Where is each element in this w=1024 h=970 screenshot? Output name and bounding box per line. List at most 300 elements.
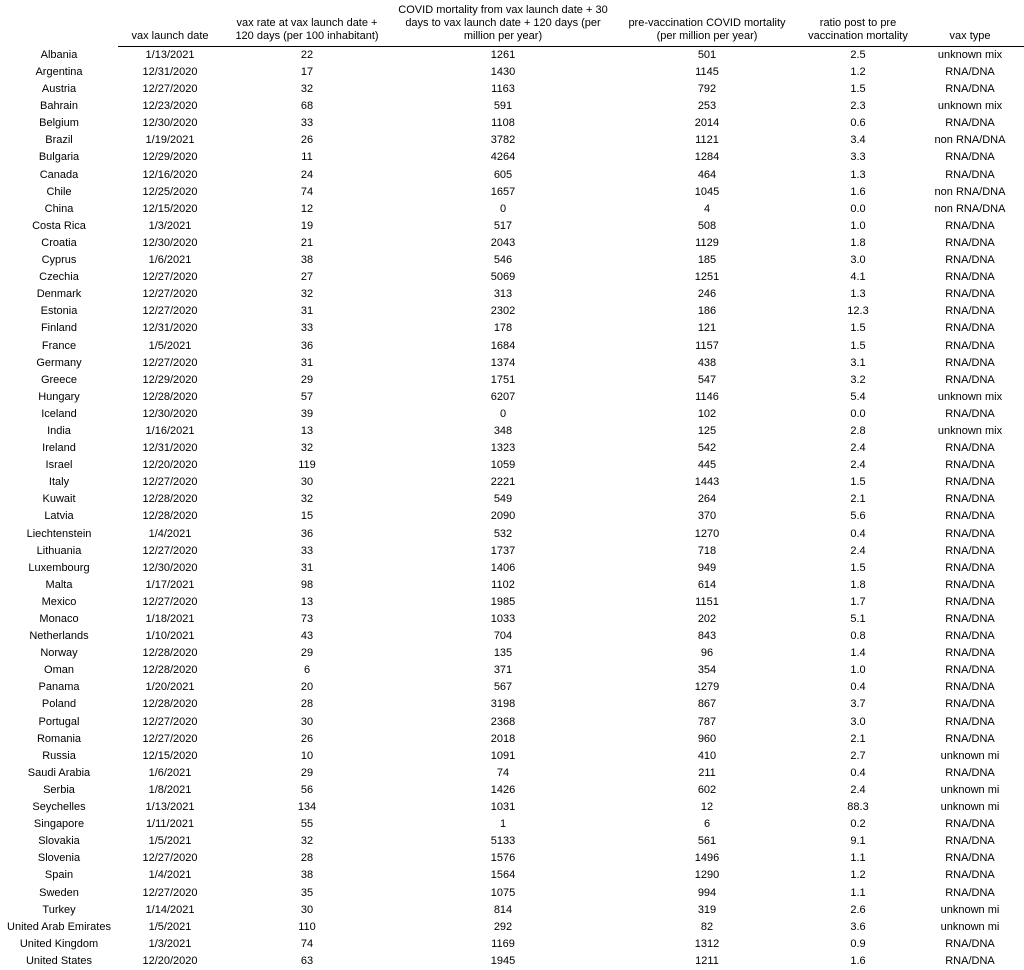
table-row — [0, 577, 1024, 594]
cell-country: Israel — [45, 459, 73, 472]
cell-country: Mexico — [41, 595, 77, 608]
cell-ratio: 2.4 — [850, 544, 866, 557]
cell-vax_rate: 26 — [300, 732, 314, 745]
cell-vax_launch_date: 12/27/2020 — [142, 271, 198, 284]
cell-vax_launch_date: 12/27/2020 — [142, 852, 198, 865]
cell-ratio: 2.4 — [850, 783, 866, 796]
cell-country: Singapore — [33, 818, 85, 831]
table-row — [0, 474, 1024, 491]
cell-covid_mortality_post: 1374 — [490, 356, 516, 369]
cell-pre_vax_mortality: 1251 — [694, 271, 720, 284]
cell-vax_type: unknown mi — [940, 801, 1000, 814]
cell-ratio: 3.4 — [850, 134, 866, 147]
cell-country: China — [44, 202, 74, 215]
cell-vax_type: RNA/DNA — [945, 373, 995, 386]
cell-ratio: 0.0 — [850, 202, 866, 215]
cell-covid_mortality_post: 5133 — [490, 835, 516, 848]
cell-vax_launch_date: 12/28/2020 — [142, 493, 198, 506]
cell-pre_vax_mortality: 264 — [697, 493, 717, 506]
cell-ratio: 3.0 — [850, 254, 866, 267]
cell-covid_mortality_post: 1426 — [490, 783, 516, 796]
cell-vax_rate: 98 — [300, 578, 314, 591]
cell-vax_launch_date: 1/5/2021 — [148, 339, 192, 352]
cell-country: France — [41, 339, 77, 352]
cell-country: Romania — [36, 732, 82, 745]
table-row — [0, 98, 1024, 115]
cell-pre_vax_mortality: 253 — [697, 100, 717, 113]
cell-country: India — [47, 424, 71, 437]
cell-pre_vax_mortality: 121 — [697, 322, 717, 335]
cell-ratio: 0.4 — [850, 766, 866, 779]
cell-vax_rate: 56 — [300, 783, 314, 796]
cell-vax_rate: 22 — [300, 48, 314, 61]
cell-vax_rate: 20 — [300, 681, 314, 694]
cell-vax_launch_date: 12/28/2020 — [142, 510, 198, 523]
table-row — [0, 46, 1024, 64]
table-row — [0, 132, 1024, 149]
cell-country: Albania — [40, 48, 78, 61]
cell-covid_mortality_post: 4264 — [490, 151, 516, 164]
cell-ratio: 1.5 — [850, 561, 866, 574]
cell-vax_launch_date: 12/29/2020 — [142, 373, 198, 386]
cell-vax_type: RNA/DNA — [945, 442, 995, 455]
cell-pre_vax_mortality: 6 — [703, 818, 711, 831]
cell-covid_mortality_post: 517 — [493, 219, 513, 232]
cell-covid_mortality_post: 1091 — [490, 749, 516, 762]
cell-vax_launch_date: 12/25/2020 — [142, 185, 198, 198]
cell-covid_mortality_post: 814 — [493, 903, 513, 916]
cell-vax_rate: 31 — [300, 561, 314, 574]
cell-ratio: 0.4 — [850, 527, 866, 540]
cell-vax_launch_date: 12/27/2020 — [142, 305, 198, 318]
cell-country: Czechia — [39, 271, 79, 284]
cell-vax_rate: 32 — [300, 835, 314, 848]
table-row — [0, 303, 1024, 320]
cell-vax_rate: 36 — [300, 339, 314, 352]
cell-country: Norway — [40, 647, 78, 660]
cell-covid_mortality_post: 348 — [493, 424, 513, 437]
table-row — [0, 867, 1024, 884]
cell-country: Oman — [44, 664, 74, 677]
cell-pre_vax_mortality: 1443 — [694, 476, 720, 489]
cell-pre_vax_mortality: 370 — [697, 510, 717, 523]
cell-country: Iceland — [41, 407, 77, 420]
cell-ratio: 12.3 — [847, 305, 869, 318]
cell-pre_vax_mortality: 410 — [697, 749, 717, 762]
cell-covid_mortality_post: 2018 — [490, 732, 516, 745]
cell-vax_type: RNA/DNA — [945, 613, 995, 625]
table-row — [0, 389, 1024, 406]
cell-vax_launch_date: 12/27/2020 — [142, 544, 198, 557]
cell-pre_vax_mortality: 994 — [697, 886, 717, 899]
cell-vax_rate: 12 — [300, 202, 314, 215]
cell-vax_rate: 74 — [300, 185, 314, 198]
cell-vax_type: unknown mi — [940, 783, 1000, 796]
cell-ratio: 4.1 — [850, 271, 866, 284]
table-row — [0, 338, 1024, 355]
cell-vax_launch_date: 1/20/2021 — [145, 681, 195, 694]
cell-vax_launch_date: 1/8/2021 — [148, 783, 192, 796]
cell-vax_launch_date: 12/28/2020 — [142, 698, 198, 711]
table-row — [0, 560, 1024, 577]
cell-vax_rate: 30 — [300, 903, 314, 916]
cell-ratio: 3.3 — [850, 151, 866, 164]
cell-vax_rate: 19 — [300, 219, 314, 232]
cell-vax_rate: 39 — [300, 407, 314, 420]
table-row — [0, 218, 1024, 235]
cell-vax_type: RNA/DNA — [945, 254, 995, 267]
cell-pre_vax_mortality: 561 — [697, 835, 717, 848]
cell-covid_mortality_post: 1261 — [490, 48, 516, 61]
cell-covid_mortality_post: 2302 — [490, 305, 516, 318]
cell-covid_mortality_post: 1657 — [490, 185, 516, 198]
cell-vax_launch_date: 1/14/2021 — [145, 903, 195, 916]
cell-vax_rate: 119 — [298, 459, 316, 472]
cell-pre_vax_mortality: 211 — [698, 766, 716, 779]
cell-country: Seychelles — [32, 801, 86, 814]
cell-vax_rate: 29 — [300, 766, 314, 779]
cell-vax_launch_date: 1/3/2021 — [148, 937, 192, 950]
table-row — [0, 508, 1024, 525]
table-row — [0, 457, 1024, 474]
cell-vax_launch_date: 1/6/2021 — [148, 254, 192, 267]
cell-ratio: 3.0 — [850, 715, 866, 728]
cell-ratio: 1.0 — [850, 664, 866, 677]
cell-vax_launch_date: 12/27/2020 — [142, 715, 198, 728]
cell-pre_vax_mortality: 602 — [697, 783, 717, 796]
cell-pre_vax_mortality: 82 — [700, 920, 714, 933]
cell-covid_mortality_post: 1169 — [491, 937, 515, 950]
cell-ratio: 1.1 — [850, 852, 866, 865]
cell-vax_rate: 27 — [300, 271, 314, 284]
cell-ratio: 3.7 — [850, 698, 866, 711]
cell-pre_vax_mortality: 354 — [697, 664, 717, 677]
cell-ratio: 1.8 — [850, 578, 866, 591]
cell-vax_launch_date: 1/19/2021 — [145, 134, 195, 147]
cell-covid_mortality_post: 5069 — [490, 271, 516, 284]
cell-vax_rate: 30 — [300, 715, 314, 728]
table-body — [0, 46, 1024, 970]
cell-vax_rate: 6 — [303, 664, 311, 677]
cell-vax_type: RNA/DNA — [945, 852, 995, 865]
table-row — [0, 269, 1024, 286]
cell-ratio: 2.4 — [850, 459, 866, 472]
cell-country: Turkey — [42, 903, 76, 916]
cell-covid_mortality_post: 135 — [493, 647, 513, 660]
cell-covid_mortality_post: 0 — [499, 407, 507, 420]
cell-ratio: 9.1 — [850, 835, 866, 848]
cell-vax_rate: 32 — [300, 442, 314, 455]
cell-vax_launch_date: 12/27/2020 — [142, 83, 198, 96]
cell-vax_type: RNA/DNA — [945, 954, 995, 967]
cell-ratio: 2.6 — [850, 903, 866, 916]
cell-vax_launch_date: 12/30/2020 — [142, 561, 198, 574]
cell-vax_type: RNA/DNA — [945, 271, 995, 284]
cell-ratio: 3.1 — [850, 356, 866, 369]
column-header-vax-type: vax type — [916, 4, 1024, 46]
cell-vax_type: RNA/DNA — [945, 595, 995, 608]
cell-pre_vax_mortality: 1151 — [695, 595, 719, 608]
table-row — [0, 731, 1024, 748]
cell-vax_rate: 31 — [300, 356, 314, 369]
cell-ratio: 1.4 — [850, 647, 866, 660]
cell-vax_type: RNA/DNA — [945, 407, 995, 420]
table-row — [0, 816, 1024, 833]
cell-vax_rate: 17 — [300, 66, 314, 78]
cell-vax_type: RNA/DNA — [945, 356, 995, 369]
cell-vax_rate: 32 — [300, 288, 314, 301]
cell-covid_mortality_post: 532 — [493, 527, 513, 540]
cell-vax_launch_date: 1/13/2021 — [145, 48, 195, 61]
cell-vax_type: unknown mix — [937, 390, 1003, 403]
cell-country: Serbia — [43, 783, 75, 796]
cell-pre_vax_mortality: 1270 — [694, 527, 720, 540]
table-row — [0, 611, 1024, 628]
cell-country: Netherlands — [29, 630, 89, 643]
cell-vax_type: RNA/DNA — [945, 527, 995, 540]
cell-vax_type: RNA/DNA — [945, 715, 995, 728]
cell-vax_type: RNA/DNA — [945, 869, 995, 882]
cell-ratio: 1.8 — [850, 236, 866, 249]
cell-pre_vax_mortality: 1129 — [695, 236, 719, 249]
cell-ratio: 0.9 — [850, 937, 866, 950]
cell-ratio: 2.1 — [850, 493, 866, 506]
cell-covid_mortality_post: 1 — [499, 818, 507, 831]
cell-covid_mortality_post: 549 — [493, 493, 513, 506]
cell-vax_type: RNA/DNA — [945, 561, 995, 574]
cell-vax_launch_date: 12/20/2020 — [142, 459, 198, 472]
cell-country: Austria — [41, 83, 77, 96]
cell-vax_type: RNA/DNA — [945, 681, 995, 694]
cell-pre_vax_mortality: 2014 — [694, 117, 720, 130]
table-row — [0, 919, 1024, 936]
cell-vax_launch_date: 12/23/2020 — [142, 100, 198, 113]
table-row — [0, 782, 1024, 799]
covid-vaccination-mortality-table — [0, 4, 1024, 970]
cell-pre_vax_mortality: 464 — [697, 168, 717, 181]
cell-country: Argentina — [35, 66, 83, 78]
cell-ratio: 0.6 — [850, 117, 866, 130]
table-row — [0, 628, 1024, 645]
cell-covid_mortality_post: 1031 — [490, 801, 516, 814]
cell-country: Poland — [41, 698, 77, 711]
cell-vax_type: RNA/DNA — [945, 510, 995, 523]
cell-country: Italy — [48, 476, 70, 489]
cell-vax_rate: 29 — [300, 373, 314, 386]
cell-country: Luxembourg — [28, 561, 90, 574]
cell-vax_rate: 63 — [300, 954, 314, 967]
cell-pre_vax_mortality: 1121 — [695, 134, 719, 147]
column-header-country — [0, 4, 118, 46]
cell-vax_rate: 43 — [300, 630, 314, 643]
cell-pre_vax_mortality: 12 — [700, 801, 714, 814]
cell-pre_vax_mortality: 319 — [697, 903, 717, 916]
cell-vax_type: RNA/DNA — [945, 937, 995, 950]
table-row — [0, 799, 1024, 816]
cell-covid_mortality_post: 0 — [499, 202, 507, 215]
cell-pre_vax_mortality: 501 — [697, 48, 717, 61]
cell-pre_vax_mortality: 508 — [697, 219, 717, 232]
table-row — [0, 64, 1024, 81]
cell-country: Finland — [40, 322, 78, 335]
table-row — [0, 765, 1024, 782]
table-row — [0, 748, 1024, 765]
cell-pre_vax_mortality: 125 — [697, 424, 717, 437]
cell-vax_type: non RNA/DNA — [934, 202, 1006, 215]
cell-covid_mortality_post: 1564 — [490, 869, 516, 882]
cell-vax_launch_date: 12/31/2020 — [142, 442, 198, 455]
column-header-vax-launch-date: vax launch date — [118, 4, 222, 46]
cell-vax_rate: 10 — [300, 749, 314, 762]
cell-country: Portugal — [38, 715, 80, 728]
cell-vax_rate: 24 — [300, 168, 314, 181]
cell-vax_rate: 73 — [300, 613, 314, 625]
table-row — [0, 235, 1024, 252]
cell-covid_mortality_post: 1075 — [490, 886, 516, 899]
cell-vax_launch_date: 12/27/2020 — [142, 595, 198, 608]
cell-country: Slovenia — [37, 852, 81, 865]
table-row — [0, 355, 1024, 372]
cell-vax_type: RNA/DNA — [945, 578, 995, 591]
cell-vax_launch_date: 12/28/2020 — [142, 390, 198, 403]
cell-vax_rate: 110 — [298, 920, 316, 933]
cell-vax_rate: 28 — [300, 698, 314, 711]
cell-vax_launch_date: 12/27/2020 — [142, 356, 198, 369]
cell-vax_rate: 26 — [300, 134, 314, 147]
cell-covid_mortality_post: 1430 — [490, 66, 516, 78]
cell-country: Monaco — [39, 613, 79, 625]
table-row — [0, 286, 1024, 303]
cell-country: United Kingdom — [19, 937, 99, 950]
cell-vax_rate: 13 — [300, 424, 314, 437]
cell-country: Estonia — [40, 305, 78, 318]
table-row — [0, 662, 1024, 679]
cell-ratio: 1.6 — [850, 954, 866, 967]
table-row — [0, 594, 1024, 611]
cell-country: Greece — [40, 373, 78, 386]
cell-vax_type: unknown mix — [937, 424, 1003, 437]
cell-vax_launch_date: 12/28/2020 — [142, 664, 198, 677]
cell-country: Spain — [44, 869, 74, 882]
cell-pre_vax_mortality: 1284 — [694, 151, 720, 164]
cell-country: Panama — [38, 681, 80, 694]
cell-pre_vax_mortality: 102 — [697, 407, 717, 420]
cell-vax_rate: 74 — [300, 937, 314, 950]
cell-covid_mortality_post: 3782 — [490, 134, 516, 147]
cell-covid_mortality_post: 371 — [493, 664, 513, 677]
table-row — [0, 149, 1024, 166]
cell-vax_type: RNA/DNA — [945, 66, 995, 78]
column-header-pre-vax-mortality: pre-vaccination COVID mortality (per million per year) — [614, 4, 800, 46]
cell-country: Kuwait — [42, 493, 76, 506]
cell-vax_rate: 68 — [300, 100, 314, 113]
cell-country: Liechtenstein — [26, 527, 92, 540]
table-row — [0, 953, 1024, 970]
table-row — [0, 440, 1024, 457]
cell-ratio: 2.4 — [850, 442, 866, 455]
table-row — [0, 696, 1024, 713]
cell-covid_mortality_post: 1751 — [490, 373, 516, 386]
table-row — [0, 645, 1024, 662]
cell-ratio: 1.1 — [850, 886, 866, 899]
cell-vax_type: RNA/DNA — [945, 83, 995, 96]
cell-vax_rate: 55 — [300, 818, 314, 831]
cell-country: Slovakia — [38, 835, 80, 848]
table-row — [0, 252, 1024, 269]
cell-pre_vax_mortality: 542 — [697, 442, 717, 455]
cell-country: Hungary — [38, 390, 80, 403]
cell-vax_type: unknown mix — [937, 100, 1003, 113]
column-header-vax-rate: vax rate at vax launch date + 120 days (per 100 inhabitant) — [222, 4, 392, 46]
cell-vax_type: RNA/DNA — [945, 339, 995, 352]
cell-country: Brazil — [45, 134, 73, 147]
table-row — [0, 526, 1024, 543]
column-header-covid-mortality-post: COVID mortality from vax launch date + 30 days to vax launch date + 120 days (per million per year) — [392, 4, 614, 46]
cell-pre_vax_mortality: 246 — [697, 288, 717, 301]
cell-covid_mortality_post: 1102 — [491, 578, 515, 591]
cell-covid_mortality_post: 1033 — [490, 613, 516, 625]
cell-pre_vax_mortality: 1045 — [694, 185, 720, 198]
cell-ratio: 1.5 — [850, 322, 866, 335]
cell-pre_vax_mortality: 1146 — [695, 390, 719, 403]
cell-vax_launch_date: 1/5/2021 — [148, 835, 192, 848]
cell-covid_mortality_post: 178 — [493, 322, 513, 335]
cell-vax_rate: 57 — [300, 390, 314, 403]
cell-vax_type: non RNA/DNA — [934, 185, 1006, 198]
cell-vax_rate: 11 — [301, 151, 313, 164]
cell-vax_type: RNA/DNA — [945, 766, 995, 779]
cell-pre_vax_mortality: 949 — [697, 561, 717, 574]
cell-vax_type: RNA/DNA — [945, 151, 995, 164]
cell-country: Belgium — [39, 117, 79, 130]
cell-pre_vax_mortality: 1279 — [694, 681, 720, 694]
cell-country: Canada — [39, 168, 79, 181]
cell-country: Russia — [42, 749, 76, 762]
cell-vax_launch_date: 12/31/2020 — [142, 66, 198, 78]
cell-pre_vax_mortality: 1211 — [695, 954, 719, 967]
cell-vax_rate: 33 — [300, 117, 314, 130]
cell-vax_launch_date: 1/3/2021 — [148, 219, 192, 232]
cell-vax_launch_date: 12/29/2020 — [142, 151, 198, 164]
cell-pre_vax_mortality: 718 — [697, 544, 717, 557]
cell-vax_rate: 30 — [300, 476, 314, 489]
cell-covid_mortality_post: 1406 — [490, 561, 516, 574]
cell-vax_type: RNA/DNA — [945, 630, 995, 643]
cell-vax_type: RNA/DNA — [945, 647, 995, 660]
cell-vax_launch_date: 1/11/2021 — [145, 818, 195, 831]
cell-ratio: 2.1 — [850, 732, 866, 745]
cell-pre_vax_mortality: 96 — [700, 647, 714, 660]
cell-pre_vax_mortality: 4 — [703, 202, 711, 215]
table-row — [0, 543, 1024, 560]
cell-vax_rate: 134 — [297, 801, 317, 814]
cell-country: Bahrain — [40, 100, 78, 113]
cell-vax_rate: 28 — [300, 852, 314, 865]
cell-vax_type: RNA/DNA — [945, 305, 995, 318]
table-row — [0, 372, 1024, 389]
cell-pre_vax_mortality: 438 — [697, 356, 717, 369]
cell-covid_mortality_post: 3198 — [490, 698, 516, 711]
cell-vax_launch_date: 1/4/2021 — [148, 527, 192, 540]
cell-ratio: 1.5 — [850, 476, 866, 489]
cell-vax_rate: 38 — [300, 254, 314, 267]
cell-pre_vax_mortality: 614 — [697, 578, 717, 591]
table-row — [0, 679, 1024, 696]
cell-covid_mortality_post: 1163 — [491, 83, 515, 96]
cell-ratio: 3.6 — [850, 920, 866, 933]
cell-ratio: 1.2 — [850, 869, 866, 882]
cell-country: Saudi Arabia — [27, 766, 91, 779]
